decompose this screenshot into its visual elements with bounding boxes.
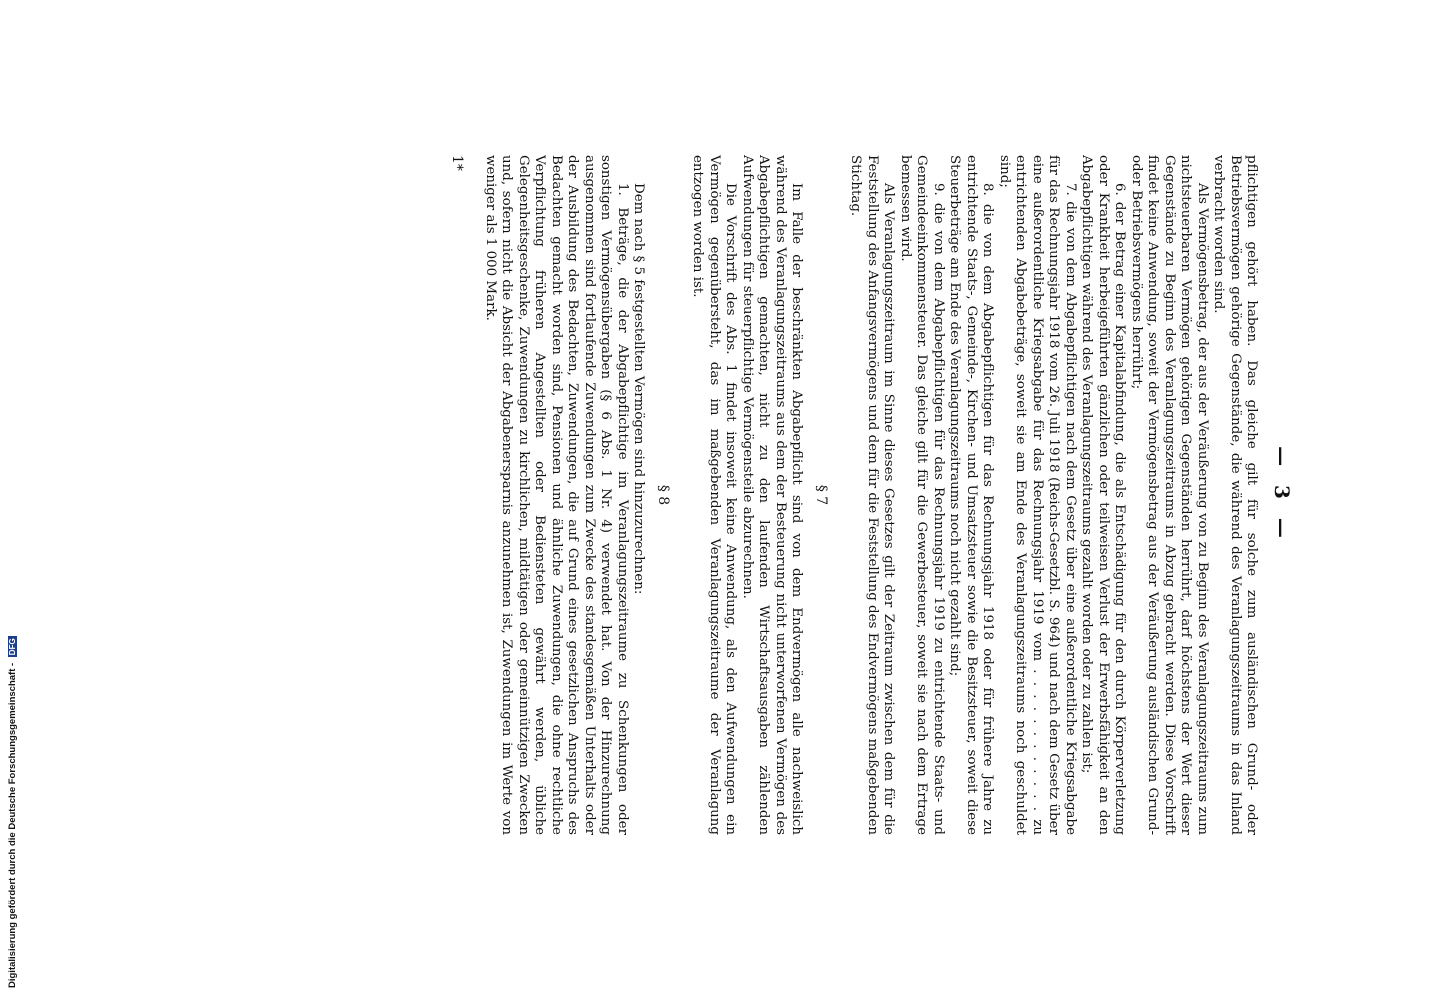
section-7-paragraph: Die Vorschrift des Abs. 1 findet insoweit keine Anwendung, als den Aufwendungen ein Vermögen gegenübersteht, das im maßgebenden Veranlagungszeitraume der Veranlagung entzogen worden ist.: [690, 155, 739, 835]
page-number: — 3 —: [1270, 446, 1294, 544]
list-item-6: 6. der Betrag einer Kapitalabfindung, die als Entschädigung für den durch Körperverletzung oder Krankheit herbeigeführten gänzlichen oder teilweisen Verlust der Erwerbsfähigkeit an den Abgabepflichtigen während des Veranlagungszeitraums gezahlt worden oder zu zahlen ist;: [1079, 155, 1128, 835]
page-content: [160, 155, 1294, 835]
paragraph: Als Vermögensbetrag, der aus der Veräußerung von zu Beginn des Veranlagungszeitraums zum nichtsteuerbaren Vermögen gehörigen Gegenständen herrührt, darf höchstens der Wert dieser Gegenstände zu Beginn des Veranlagungszeitraums in Abzug gebracht werden. Diese Vorschrift findet keine Anwendung, soweit der Vermögensbetrag aus der Veräußerung ausländischen Grund- oder Betriebsvermögens herrührt;: [1129, 155, 1210, 835]
paragraph: Als Veranlagungszeitraum im Sinne dieses Gesetzes gilt der Zeitraum zwischen dem für die Feststellung des Anfangsvermögens und dem für die Feststellung des Endvermögens maßgebenden Stichtag.: [848, 155, 897, 835]
scanned-page: [160, 155, 1340, 835]
section-heading-8: § 8: [655, 484, 671, 506]
list-item-9: 9. die von dem Abgabepflichtigen für das Rechnungsjahr 1919 zu entrichtende Staats- und Gemeindeeinkommensteuer. Das gleiche gilt für die Gewerbesteuer, soweit sie nach dem Ertrage bemessen wird.: [898, 155, 946, 835]
section-7-paragraph: Im Falle der beschränkten Abgabepflicht sind von dem Endvermögen alle nachweislich während des Veranlagungszeitraums aus dem der Besteuerung nicht unterworfenen Vermögen des Abgabepflichtigen gemachten, nicht zu den laufenden Wirtschaftsausgaben zählenden Aufwendungen für steuerpflichtige Vermögensteile abzurechnen.: [740, 155, 805, 835]
section-8-list-item-1: 1. Beträge, die der Abgabepflichtige im Veranlagungszeitraume zu Schenkungen oder sonstigen Vermögensübergaben (§ 6 Abs. 1 Nr. 4) verwendet hat. Von der Hinzurechnung ausgenommen sind fortlaufende Zuwendungen zum Zwecke des standesgemäßen Unterhalts oder der Ausbildung des Bedachten, Zuwendungen, die auf Grund eines gesetzlichen Anspruchs des Bedachten gemacht worden sind, Pensionen und ähnliche Zuwendungen, die ohne rechtliche Verpflichtung früheren Angestellten oder Bediensteten gewährt werden, übliche Gelegenheitsgeschenke, Zuwendungen zu kirchlichen, mildtätigen oder gemeinnützigen Zwecken und, sofern nicht die Absicht der Abgabenersparnis anzunehmen ist, Zuwendungen im Werte von weniger als 1 000 Mark.: [483, 155, 630, 835]
list-item-7: 7. die von dem Abgabepflichtigen nach dem Gesetz über eine außerordentliche Kriegsabgabe für das Rechnungsjahr 1918 vom 26. Juli 1918 (Reichs-Gesetzbl. S. 964) und nach dem Gesetz über eine außerordentliche Kriegsabgabe für das Rechnungsjahr 1919 vom . . . . . . . . . . . . zu entrichtenden Abgabebeträge, soweit sie am Ende des Veranlagungszeitraums noch geschuldet sind;: [997, 155, 1078, 835]
paragraph: pflichtigen gehört haben. Das gleiche gilt für solche zum ausländischen Grund- oder Betriebsvermögen gehörige Gegenstände, die während des Veranlagungszeitraums in das Inland verbracht worden sind.: [1211, 155, 1260, 835]
credit-text: Digitalisierung gefördert durch die Deutsche Forschungsgemeinschaft -: [7, 662, 18, 988]
dfg-logo-icon: DFG: [7, 638, 17, 656]
list-item-8: 8. die von dem Abgabepflichtigen für das Rechnungsjahr 1918 oder für frühere Jahre zu entrichtende Staats-, Gemeinde-, Kirchen- und Umsatzsteuer sowie die Besitzsteuer, soweit diese Steuerbeträge am Ende des Veranlagungszeitraums noch nicht gezahlt sind;: [947, 155, 996, 835]
signature-mark: 1*: [449, 155, 466, 171]
section-heading-7: § 7: [813, 484, 829, 506]
section-8-paragraph: Dem nach § 5 festgestellten Vermögen sind hinzuzurechnen:: [631, 183, 647, 595]
digitization-credit: [0, 0, 22, 1000]
